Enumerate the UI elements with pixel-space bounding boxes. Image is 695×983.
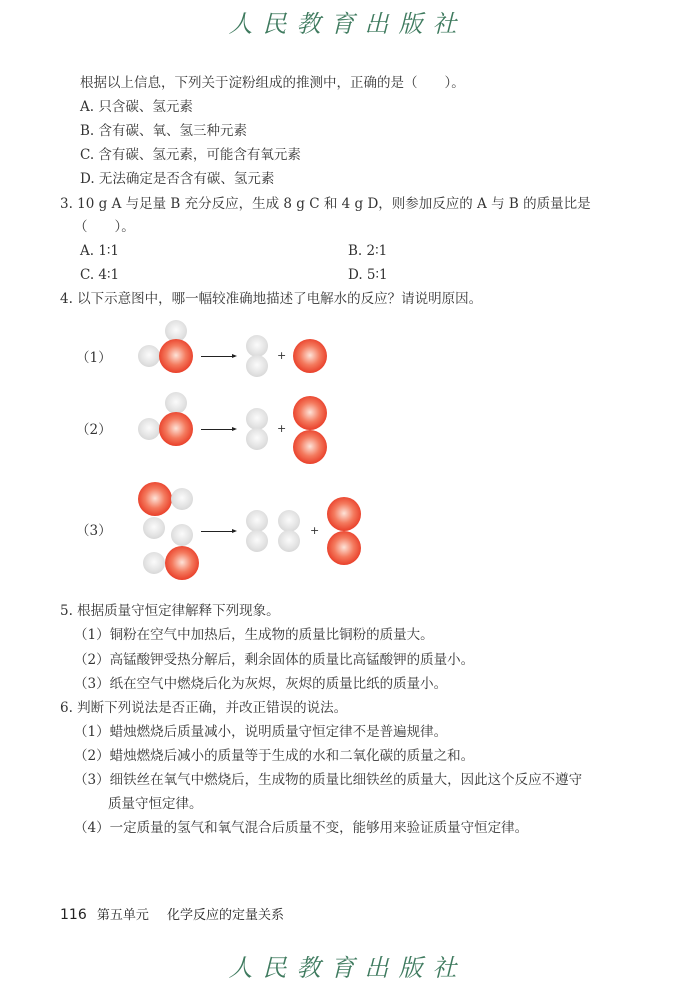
q3-stem-line1: 3. 10 g A 与足量 B 充分反应，生成 8 g C 和 4 g D，则参加反应的 A 与 B 的质量比是	[60, 196, 591, 212]
chapter-title: 化学反应的定量关系	[167, 908, 285, 923]
plus-sign: +	[310, 524, 320, 537]
unit-label: 第五单元	[96, 908, 149, 923]
plus-sign: +	[277, 422, 287, 435]
q2-option-c: C. 含有碳、氢元素，可能含有氧元素	[80, 147, 301, 163]
page-number: 116	[60, 907, 87, 923]
diagram-3-label: （3）	[76, 523, 112, 539]
hydrogen-atom	[171, 488, 193, 510]
q2-option-a: A. 只含碳、氢元素	[80, 99, 193, 115]
hydrogen-atom	[278, 510, 300, 532]
q2-option-d: D. 无法确定是否含有碳、氢元素	[80, 171, 275, 187]
hydrogen-atom	[138, 345, 160, 367]
q5-item-1: （1）铜粉在空气中加热后，生成物的质量比铜粉的质量大。	[74, 627, 434, 643]
oxygen-atom	[327, 531, 361, 565]
plus-sign: +	[277, 349, 287, 362]
q3-option-c: C. 4∶1	[80, 267, 120, 283]
hydrogen-atom	[278, 530, 300, 552]
q5-stem: 5. 根据质量守恒定律解释下列现象。	[60, 603, 280, 619]
q5-item-3: （3）纸在空气中燃烧后化为灰烬，灰烬的质量比纸的质量小。	[74, 676, 448, 692]
reaction-arrow	[201, 429, 235, 430]
oxygen-atom	[138, 482, 172, 516]
q3-option-a: A. 1∶1	[80, 243, 120, 259]
reaction-arrow	[201, 356, 235, 357]
oxygen-atom	[293, 339, 327, 373]
hydrogen-atom	[143, 552, 165, 574]
hydrogen-atom	[165, 392, 187, 414]
oxygen-atom	[159, 339, 193, 373]
publisher-logo-footer: 人民教育出版社	[228, 954, 467, 982]
q2-option-b: B. 含有碳、氧、氢三种元素	[80, 123, 248, 139]
q3-stem-line2: （ ）。	[74, 219, 135, 235]
page-footer	[60, 904, 284, 923]
q6-item-2: （2）蜡烛燃烧后减小的质量等于生成的水和二氧化碳的质量之和。	[74, 748, 475, 764]
hydrogen-atom	[246, 530, 268, 552]
q6-stem: 6. 判断下列说法是否正确，并改正错误的说法。	[60, 700, 348, 716]
q6-item-4: （4）一定质量的氢气和氧气混合后质量不变，能够用来验证质量守恒定律。	[74, 820, 529, 836]
hydrogen-atom	[171, 524, 193, 546]
oxygen-atom	[327, 497, 361, 531]
hydrogen-atom	[246, 355, 268, 377]
diagram-2-label: （2）	[76, 422, 112, 438]
reaction-arrow	[201, 531, 235, 532]
hydrogen-atom	[246, 408, 268, 430]
hydrogen-atom	[138, 418, 160, 440]
q3-option-b: B. 2∶1	[348, 243, 388, 259]
hydrogen-atom	[143, 517, 165, 539]
oxygen-atom	[293, 396, 327, 430]
publisher-logo-header: 人民教育出版社	[228, 10, 467, 38]
q3-option-d: D. 5∶1	[348, 267, 388, 283]
oxygen-atom	[165, 546, 199, 580]
diagram-1-label: （1）	[76, 350, 112, 366]
q6-item-1: （1）蜡烛燃烧后质量减小，说明质量守恒定律不是普遍规律。	[74, 724, 448, 740]
oxygen-atom	[159, 412, 193, 446]
hydrogen-atom	[246, 335, 268, 357]
hydrogen-atom	[246, 510, 268, 532]
q6-item-3-cont: 质量守恒定律。	[108, 796, 203, 812]
q4-stem: 4. 以下示意图中，哪一幅较准确地描述了电解水的反应？请说明原因。	[60, 291, 483, 307]
q6-item-3: （3）细铁丝在氧气中燃烧后，生成物的质量比细铁丝的质量大，因此这个反应不遵守	[74, 772, 583, 788]
oxygen-atom	[293, 430, 327, 464]
hydrogen-atom	[246, 428, 268, 450]
q2-stem: 根据以上信息，下列关于淀粉组成的推测中，正确的是（ ）。	[80, 75, 465, 91]
q5-item-2: （2）高锰酸钾受热分解后，剩余固体的质量比高锰酸钾的质量小。	[74, 652, 475, 668]
